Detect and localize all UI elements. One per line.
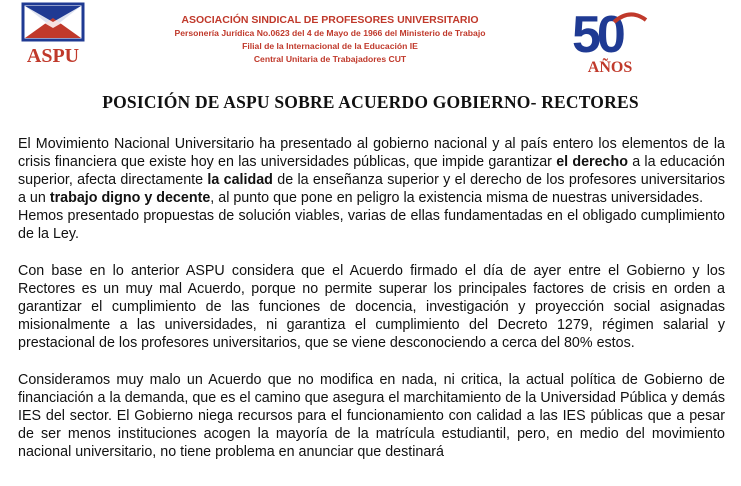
paragraph-4: Consideramos muy malo un Acuerdo que no modifica en nada, ni critica, la actual política de Gobierno de financiación a la demanda, que es el camino que asegura el marchitamiento de la Universidad Pública y demás IES del sector. El Gobierno niega recursos para el funcionamiento con calidad a las IES públicas que a pesar de ser menos instituciones acogen la mayoría de la matrícula estudiantil, pero, en medio del movimiento nacional universitario, no tiene problema en anunciar que destinará <box>18 372 725 460</box>
emphasis-calidad: la calidad <box>207 172 273 188</box>
document-body <box>18 135 725 461</box>
emphasis-derecho: el derecho <box>556 154 628 170</box>
aspu-logo-text: ASPU <box>26 45 80 67</box>
legal-registration: Personería Jurídica No.0623 del 4 de Mayo de 1966 del Ministerio de Trabajo <box>174 28 486 38</box>
paragraph-3: Con base en lo anterior ASPU considera que el Acuerdo firmado el día de ayer entre el Gobierno y los Rectores es un muy mal Acuerdo, porque no permite superar los principales factores de crisis en orden a garantizar el cumplimiento de las funciones de docencia, investigación y proyección social asignadas misionalmente a las universidades, ni garantiza el cumplimiento del Decreto 1279, régimen salarial y prestacional de los profesores universitarios, que se viene desconociendo a cerca del 80% estos. <box>18 263 725 351</box>
aspu-emblem-icon <box>14 2 92 68</box>
fifty-years-logo <box>570 2 652 76</box>
fifty-number: 50 <box>572 6 622 64</box>
fifty-years-emblem-icon <box>570 2 652 76</box>
paragraph-2: Hemos presentado propuestas de solución viables, varias de ellas fundamentadas en el obligado cumplimiento de la Ley. <box>18 208 725 242</box>
affiliation-ie: Filial de la Internacional de la Educación IE <box>242 41 418 51</box>
anos-text: AÑOS <box>587 59 633 76</box>
aspu-logo <box>14 2 92 68</box>
document-title: POSICIÓN DE ASPU SOBRE ACUERDO GOBIERNO- RECTORES <box>102 92 639 112</box>
organization-header <box>120 14 540 66</box>
emphasis-trabajo-digno: trabajo digno y decente <box>49 190 211 206</box>
affiliation-cut: Central Unitaria de Trabajadores CUT <box>253 54 407 64</box>
paragraph-1: El Movimiento Nacional Universitario ha presentado al gobierno nacional y al país entero los elementos de la crisis financiera que existe hoy en las universidades públicas, que impide garantizar el derecho a la educación superior, afecta directamente la calidad de la enseñanza superior y el derecho de los profesores universitarios a un trabajo digno y decente, al punto que pone en peligro la existencia misma de nuestras universidades. <box>18 136 725 206</box>
org-name: ASOCIACIÓN SINDICAL DE PROFESORES UNIVERSITARIO <box>181 14 479 26</box>
